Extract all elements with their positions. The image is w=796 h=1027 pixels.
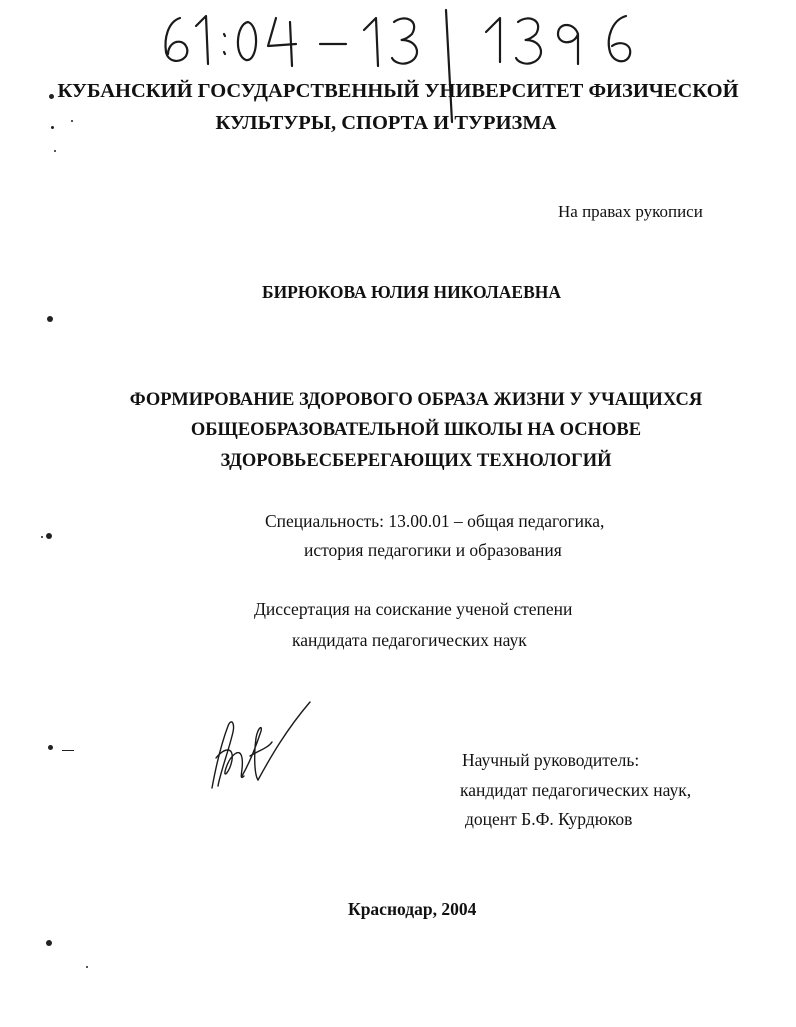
specialty-line-1: Специальность: 13.00.01 – общая педагогика, bbox=[265, 511, 605, 531]
scan-mark bbox=[62, 750, 74, 751]
specialty-line-2: история педагогики и образования bbox=[304, 540, 562, 560]
handwritten-signature bbox=[198, 696, 318, 796]
dissertation-line-2: кандидата педагогических наук bbox=[292, 630, 527, 650]
author-name: БИРЮКОВА ЮЛИЯ НИКОЛАЕВНА bbox=[262, 282, 562, 302]
scan-mark bbox=[54, 150, 56, 152]
scan-mark bbox=[47, 316, 53, 322]
scan-mark bbox=[48, 745, 53, 750]
supervisor-name: доцент Б.Ф. Курдюков bbox=[465, 809, 633, 829]
scan-mark bbox=[46, 533, 52, 539]
thesis-title-line-1: ФОРМИРОВАНИЕ ЗДОРОВОГО ОБРАЗА ЖИЗНИ У УЧАЩИХСЯ bbox=[129, 390, 703, 410]
dissertation-line-1: Диссертация на соискание ученой степени bbox=[254, 599, 573, 619]
manuscript-note: На правах рукописи bbox=[558, 202, 703, 221]
city-year: Краснодар, 2004 bbox=[348, 899, 477, 919]
university-name-line-2: КУЛЬТУРЫ, СПОРТА И ТУРИЗМА bbox=[215, 112, 557, 134]
scan-mark bbox=[71, 120, 73, 122]
handwritten-catalog-code bbox=[150, 4, 650, 124]
scan-mark bbox=[46, 940, 52, 946]
supervisor-degree: кандидат педагогических наук, bbox=[460, 780, 692, 800]
supervisor-label: Научный руководитель: bbox=[462, 750, 640, 770]
scan-mark bbox=[86, 966, 88, 968]
thesis-title-line-2: ОБЩЕОБРАЗОВАТЕЛЬНОЙ ШКОЛЫ НА ОСНОВЕ bbox=[190, 420, 642, 440]
thesis-title-line-3: ЗДОРОВЬЕСБЕРЕГАЮЩИХ ТЕХНОЛОГИЙ bbox=[220, 451, 612, 471]
university-name-line-1: КУБАНСКИЙ ГОСУДАРСТВЕННЫЙ УНИВЕРСИТЕТ ФИЗИЧЕСКОЙ bbox=[57, 80, 739, 102]
scan-mark bbox=[49, 94, 54, 99]
scan-mark bbox=[51, 126, 54, 129]
scan-mark bbox=[41, 536, 43, 538]
